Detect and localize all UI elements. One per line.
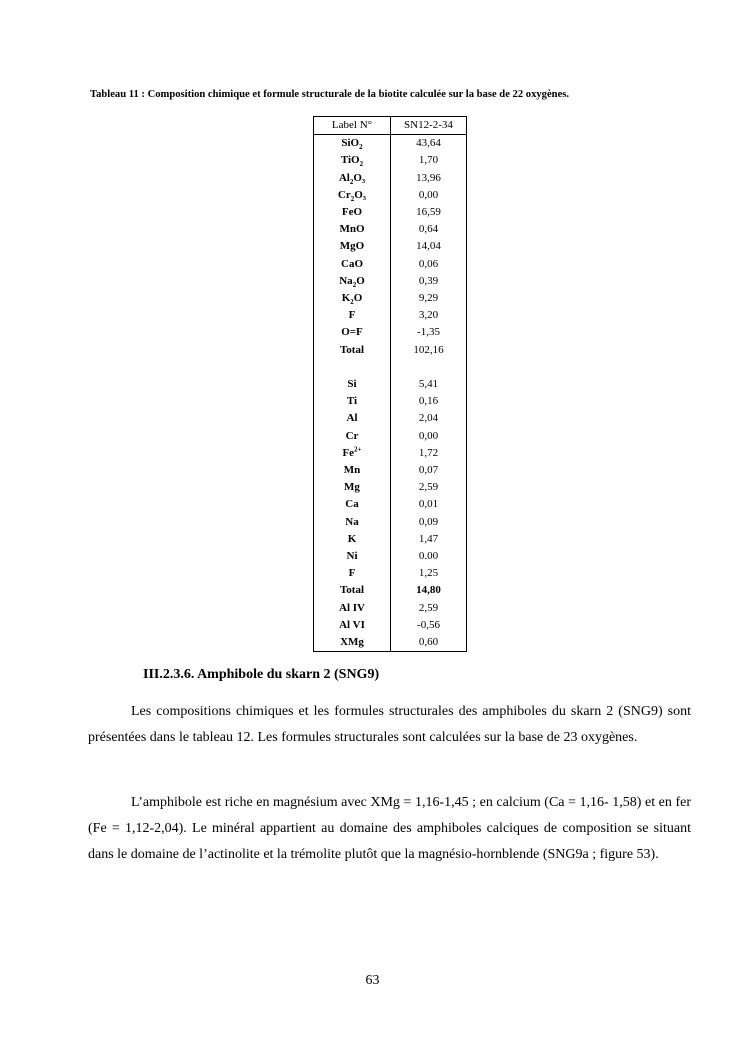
row-label: MnO: [314, 221, 391, 238]
oxide-row: [314, 135, 467, 153]
oxide-row: [314, 290, 467, 307]
cation-row: [314, 514, 467, 531]
cation-row: [314, 462, 467, 479]
cation-row: [314, 565, 467, 582]
row-value: 1,25: [418, 567, 439, 580]
row-label: Na: [314, 514, 391, 531]
row-label: Total: [314, 582, 391, 599]
oxide-row: [314, 170, 467, 187]
header-label: Label N°: [314, 117, 391, 135]
row-label: FeO: [314, 204, 391, 221]
cation-row: [314, 445, 467, 462]
row-value: 0,07: [418, 464, 439, 477]
row-label: Ni: [314, 548, 391, 565]
cation-row: [314, 428, 467, 445]
row-label: O=F: [314, 324, 391, 341]
row-label: Si: [314, 376, 391, 393]
row-value: 2,04: [418, 412, 439, 425]
row-label: K: [314, 531, 391, 548]
oxide-row: [314, 187, 467, 204]
row-label: Mg: [314, 479, 391, 496]
row-value: 0,64: [418, 223, 439, 236]
row-label: $K_2O$: [314, 290, 391, 307]
row-value: 2,59: [418, 601, 439, 614]
cation-row: [314, 479, 467, 496]
row-label: Cr: [314, 428, 391, 445]
spacer-row: [314, 359, 467, 376]
row-label: TiO$_2$: [314, 152, 391, 169]
cation-row: [314, 548, 467, 565]
oxide-row: [314, 342, 467, 359]
page-number: 63: [365, 973, 380, 988]
row-value: 14,80: [416, 584, 441, 597]
paragraph-2: L’amphibole est riche en magnésium avec XMg = 1,16-1,45 ; en calcium (Ca = 1,16- 1,58) et en fer (Fe = 1,12-2,04). Le minéral appartient au domaine des amphiboles calciques de composition se situant dans le domaine de l’actinolite et la trémolite plutôt que la magnésio-hornblende (SNG9a ; figure 53).: [88, 795, 691, 862]
header-sample: SN12-2-34: [391, 117, 467, 135]
row-value: 43,64: [416, 137, 441, 150]
row-value: 0,00: [418, 429, 439, 442]
row-label: MgO: [314, 238, 391, 255]
oxide-row: [314, 256, 467, 273]
cation-row: [314, 634, 467, 652]
row-label: $Fe^{2+}$: [314, 445, 391, 462]
oxide-row: [314, 238, 467, 255]
table-header-row: [314, 117, 467, 135]
row-value: 1,47: [418, 532, 439, 545]
row-value: 3,20: [418, 309, 439, 322]
section-heading: III.2.3.6. Amphibole du skarn 2 (SNG9): [143, 667, 380, 682]
row-value: 0,16: [418, 395, 439, 408]
row-label: Total: [314, 342, 391, 359]
cation-row: [314, 393, 467, 410]
row-value: -0,56: [417, 618, 440, 631]
cation-row: [314, 376, 467, 393]
row-label: Ca: [314, 496, 391, 513]
row-value: 9,29: [418, 292, 439, 305]
row-value: 2,59: [418, 481, 439, 494]
cation-row: [314, 600, 467, 617]
row-label: Al: [314, 410, 391, 427]
row-label: Al IV: [314, 600, 391, 617]
row-value: 0,60: [418, 636, 439, 649]
row-label: Al VI: [314, 617, 391, 634]
row-value: 5,41: [418, 378, 439, 391]
row-label: Ti: [314, 393, 391, 410]
oxide-row: [314, 273, 467, 290]
oxide-row: [314, 324, 467, 341]
row-label: $Na_2O$: [314, 273, 391, 290]
row-label: Mn: [314, 462, 391, 479]
row-value: 0,06: [418, 257, 439, 270]
biotite-composition-table: [313, 116, 467, 652]
oxide-row: [314, 204, 467, 221]
table-caption: Tableau 11 : Composition chimique et formule structurale de la biotite calculée sur la base de 22 oxygènes.: [90, 89, 570, 100]
row-label: SiO$_2$: [314, 135, 391, 153]
paragraph-1: Les compositions chimiques et les formules structurales des amphiboles du skarn 2 (SNG9) sont présentées dans le tableau 12. Les formules structurales sont calculées sur la base de 23 oxygènes.: [88, 704, 691, 745]
cation-row: [314, 496, 467, 513]
cation-row: [314, 410, 467, 427]
row-value: 0,39: [418, 274, 439, 287]
row-label: $Al_2O_3$: [314, 170, 391, 187]
row-value: 13,96: [416, 171, 441, 184]
row-value: 1,70: [418, 154, 439, 167]
row-value: 16,59: [416, 206, 441, 219]
row-value: 0.00: [418, 550, 439, 563]
row-label: CaO: [314, 256, 391, 273]
cation-row: [314, 582, 467, 599]
row-label: XMg: [314, 634, 391, 652]
oxide-row: [314, 152, 467, 169]
row-label: $Cr_2O_3$: [314, 187, 391, 204]
row-value: 14,04: [416, 240, 441, 253]
cation-row: [314, 531, 467, 548]
row-value: 0,00: [418, 188, 439, 201]
row-value: 0,09: [418, 515, 439, 528]
row-value: 0,01: [418, 498, 439, 511]
oxide-row: [314, 307, 467, 324]
row-value: 1,72: [418, 446, 439, 459]
row-value: 102,16: [413, 343, 444, 356]
row-label: F: [314, 307, 391, 324]
oxide-row: [314, 221, 467, 238]
row-value: -1,35: [417, 326, 440, 339]
cation-row: [314, 617, 467, 634]
row-label: F: [314, 565, 391, 582]
